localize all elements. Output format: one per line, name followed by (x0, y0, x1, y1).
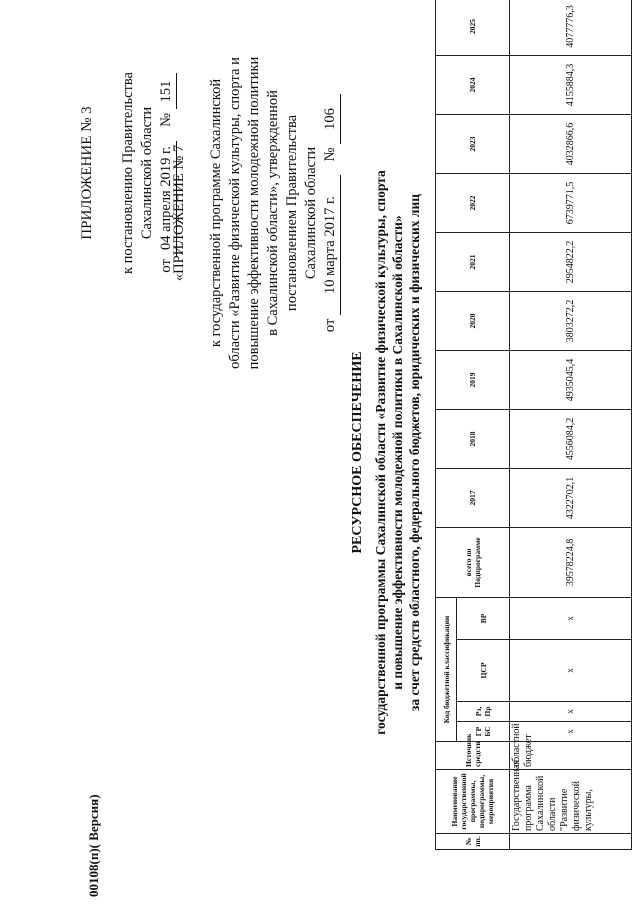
header-year: 2020 (436, 292, 510, 351)
document-subheading (372, 0, 423, 905)
header-year: 2018 (436, 410, 510, 469)
appendix-7-block (170, 33, 341, 393)
table-header-row (436, 0, 457, 850)
cell-year-value: 3803272,2 (510, 292, 632, 351)
appendix-7-line: к государственной программе Сахалинской (208, 78, 224, 348)
subheading-line: и повышение эффективности молодежной политики в Сахалинской области» (390, 215, 405, 690)
cell-total: 39578224,8 (510, 528, 632, 598)
cell-year-value: 4032866,6 (510, 115, 632, 174)
header-grbs: ГР БС (457, 722, 510, 742)
cell-year-value: 4155884,3 (510, 56, 632, 115)
header-year: 2022 (436, 174, 510, 233)
cell-year-value: 4077776,3 (510, 0, 632, 56)
cell-vr: х (510, 598, 632, 640)
header-year: 2021 (436, 233, 510, 292)
appendix-3-from: от (158, 259, 174, 273)
cell-source: областной бюджет (510, 742, 632, 770)
subheading-line: государственной программы Сахалинской области «Развитие физической культуры, спорта (373, 170, 388, 735)
cell-csr: х (510, 640, 632, 702)
version-stamp: 00108(п)( Версия) (86, 794, 101, 897)
header-year: 2024 (436, 56, 510, 115)
subheading-line: за счет средств областного, федерального бюджетов, юридических и физических лиц (407, 193, 422, 712)
header-csr: ЦСР (457, 640, 510, 702)
header-num: № пп. (436, 834, 510, 850)
header-rzpr: Рз, Пр (457, 702, 510, 722)
appendix-7-line: постановлением Правительства (284, 114, 300, 312)
appendix-3-number-label: № (158, 113, 174, 127)
header-year: 2019 (436, 351, 510, 410)
cell-year-value: 6739771,5 (510, 174, 632, 233)
header-year: 2025 (436, 0, 510, 56)
header-year: 2017 (436, 469, 510, 528)
cell-year-value: 4935045,4 (510, 351, 632, 410)
cell-num (510, 834, 632, 850)
appendix-7-line: области «Развитие физической культуры, спорта и (227, 57, 243, 369)
cell-year-value: 2954822,2 (510, 233, 632, 292)
appendix-7-line: Сахалинской области (303, 146, 319, 280)
appendix-7-number: 106 (321, 94, 341, 144)
cell-year-value: 4322702,1 (510, 469, 632, 528)
cell-year-value: 4556084,2 (510, 410, 632, 469)
header-source: Источник средств (436, 742, 510, 770)
appendix-7-number-label: № (322, 147, 338, 162)
appendix-7-date: 10 марта 2017 г. (321, 175, 341, 315)
header-vr: ВР (457, 598, 510, 640)
document-heading: РЕСУРСНОЕ ОБЕСПЕЧЕНИЕ (350, 351, 365, 554)
header-total: всего по Подпрограмме (436, 528, 510, 598)
cell-name: Государственная программа Сахалинской области "Развитие физической культуры, (510, 770, 632, 834)
table-row (510, 0, 632, 850)
appendix-7-from: от (322, 318, 338, 333)
cell-grbs: х (510, 722, 632, 742)
appendix-7-line: повышение эффективности молодежной политики (246, 56, 262, 370)
appendix-3-line1: к постановлению Правительства (120, 72, 136, 274)
appendix-3-line2: Сахалинской области (139, 106, 155, 240)
cell-rzpr: х (510, 702, 632, 722)
appendix-3-number: 151 (157, 73, 177, 109)
header-year: 2023 (436, 115, 510, 174)
appendix-3-block (78, 53, 177, 293)
header-name: Наименование государственной программы, подпрограммы, мероприятия (436, 770, 510, 834)
appendix-7-date-row (321, 33, 341, 393)
resource-table (435, 0, 632, 850)
appendix-7-line: в Сахалинской области», утвержденной (265, 90, 281, 336)
appendix-3-title: ПРИЛОЖЕНИЕ № 3 (79, 106, 95, 240)
header-budget-code: Код бюджетной классификации (436, 598, 457, 742)
appendix-7-title: «ПРИЛОЖЕНИЕ № 7 (171, 144, 187, 282)
appendix-3-date: 04 апреля 2019 г. (157, 141, 177, 256)
